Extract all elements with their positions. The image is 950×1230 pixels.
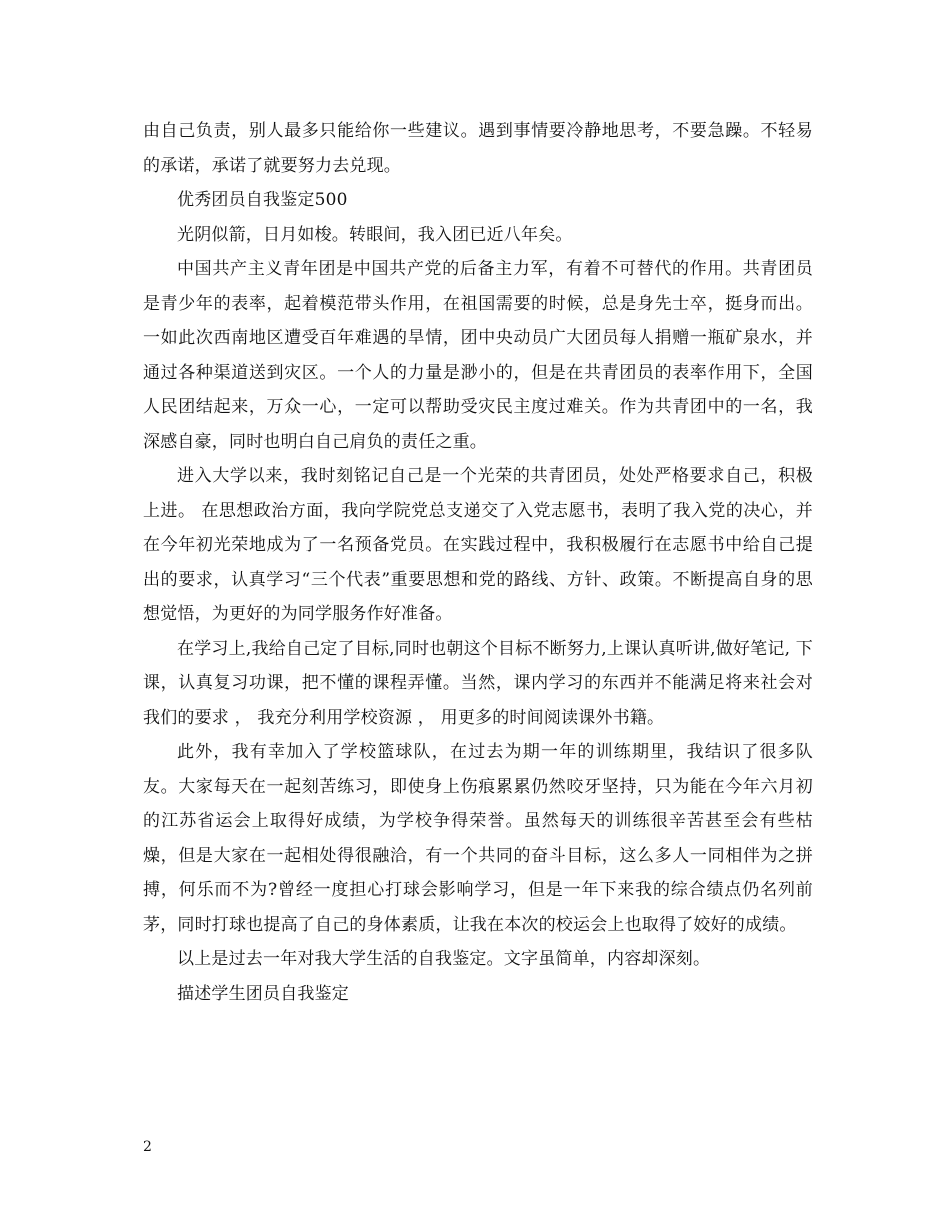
document-body — [143, 114, 813, 1011]
paragraph-continuation: 由自己负责，别人最多只能给你一些建议。遇到事情要冷静地思考，不要急躁。不轻易的承诺，承诺了就要努力去兑现。 — [143, 121, 813, 176]
paragraph-league-role: 中国共产主义青年团是中国共产党的后备主力军，有着不可替代的作用。共青团员是青少年的表率，起着模范带头作用，在祖国需要的时候，总是身先士卒，挺身而出。一如此次西南地区遭受百年难遇的旱情，团中央动员广大团员每人捐赠一瓶矿泉水，并通过各种渠道送到灾区。一个人的力量是渺小的，但是在共青团员的表率作用下，全国人民团结起来，万众一心，一定可以帮助受灾民主度过难关。作为共青团中的一名，我深感自豪，同时也明白自己肩负的责任之重。 — [143, 259, 813, 452]
paragraph-summary: 以上是过去一年对我大学生活的自我鉴定。文字虽简单，内容却深刻。 — [177, 949, 711, 969]
section-heading: 优秀团员自我鉴定500 — [177, 190, 348, 210]
paragraph-study: 在学习上,我给自己定了目标,同时也朝这个目标不断努力,上课认真听讲,做好笔记, 下课，认真复习功课，把不懂的课程弄懂。当然，课内学习的东西并不能满足将来社会对我们的要求 ， 我充分利用学校资源 ， 用更多的时间阅读课外书籍。 — [143, 638, 813, 728]
paragraph-basketball: 此外，我有幸加入了学校篮球队，在过去为期一年的训练期里，我结识了很多队友。大家每天在一起刻苦练习，即使身上伤痕累累仍然咬牙坚持，只为能在今年六月初的江苏省运会上取得好成绩，为学校争得荣誉。虽然每天的训练很辛苦甚至会有些枯燥，但是大家在一起相处得很融洽，有一个共同的奋斗目标，这么多人一同相伴为之拼搏，何乐而不为?曾经一度担心打球会影响学习，但是一年下来我的综合绩点仍名列前茅，同时打球也提高了自己的身体素质，让我在本次的校运会上也取得了姣好的成绩。 — [143, 742, 813, 935]
section-heading-next: 描述学生团员自我鉴定 — [177, 983, 349, 1004]
paragraph-intro: 光阴似箭，日月如梭。转眼间，我入团已近八年矣。 — [177, 224, 573, 245]
page-number: 2 — [143, 1139, 152, 1155]
paragraph-politics: 进入大学以来，我时刻铭记自己是一个光荣的共青团员，处处严格要求自己，积极上进。 在思想政治方面，我向学院党总支递交了入党志愿书，表明了我入党的决心，并在今年初光荣地成为了一名预备党员。在实践过程中，我积极履行在志愿书中给自己提出的要求，认真学习“三个代表”重要思想和党的路线、方针、政策。不断提高自身的思想觉悟，为更好的为同学服务作好准备。 — [143, 466, 813, 624]
